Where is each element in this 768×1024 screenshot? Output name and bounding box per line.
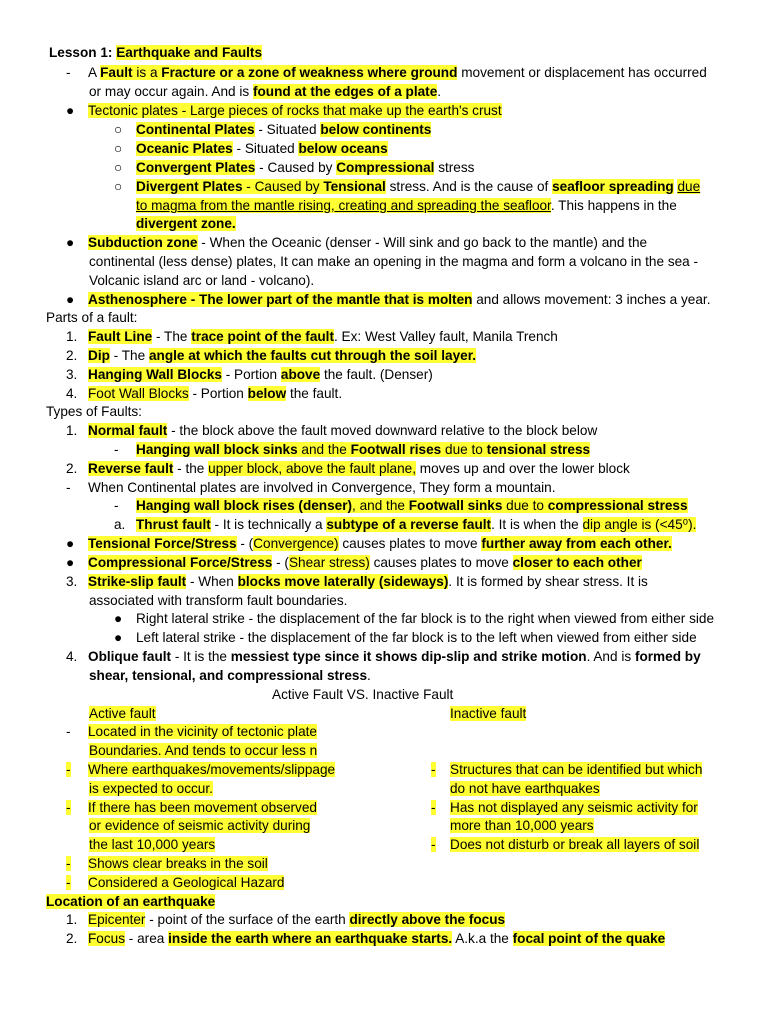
- text-run: Normal fault: [88, 423, 168, 438]
- fault-definition-line-2: [89, 83, 441, 101]
- text-run: A: [88, 65, 101, 80]
- text-run: Volcanic island arc or land - volcano).: [89, 273, 315, 288]
- text-run: Strike-slip fault: [88, 574, 187, 589]
- text-run: - It is technically a: [210, 517, 327, 532]
- text-run: is a: [132, 65, 162, 80]
- text-run: Structures that can be identified but which: [450, 762, 703, 777]
- fault-definition-line: - A Fault is a Fracture or a zone of weakness where ground movement or displacement has occurred: [66, 65, 707, 80]
- active-item-3-line-2: [89, 817, 310, 835]
- text-run: Active Fault VS. Inactive Fault: [272, 687, 454, 702]
- foot-wall-item: 4. Foot Wall Blocks - Portion below the fault.: [66, 386, 343, 401]
- text-run: Divergent Plates: [136, 179, 243, 194]
- text-run: Parts of a fault:: [46, 310, 138, 325]
- reverse-fault-item: 2. Reverse fault - the upper block, above the fault plane, moves up and over the lower block: [66, 461, 630, 476]
- text-run: Inactive fault: [450, 706, 527, 721]
- text-run: compressional stress: [547, 498, 688, 513]
- text-run: Dip: [88, 348, 110, 363]
- active-item-3: - If there has been movement observed: [66, 800, 317, 815]
- text-run: When Continental plates are involved in Convergence, They form a mountain.: [88, 480, 556, 495]
- text-run: - Situated: [254, 122, 321, 137]
- asthenosphere-item: ● Asthenosphere - The lower part of the mantle that is molten and allows movement: 3 inches a year.: [66, 292, 711, 307]
- focus-item: 2. Focus - area inside the earth where an earthquake starts. A.k.a the focal point of the quake: [66, 931, 666, 946]
- text-run: Subduction zone: [88, 235, 198, 250]
- text-run: - Situated: [232, 141, 299, 156]
- line-text: [88, 65, 707, 80]
- text-run: more than 10,000 years: [450, 818, 594, 833]
- text-run: Thrust fault: [136, 517, 211, 532]
- inactive-item-2-line-2: [450, 817, 594, 835]
- text-run: - (: [272, 555, 289, 570]
- text-run: do not have earthquakes: [450, 781, 600, 796]
- text-run: the fault.: [286, 386, 343, 401]
- text-run: directly above the focus: [349, 912, 506, 927]
- text-run: blocks move laterally (sideways): [237, 574, 449, 589]
- normal-fault-subitem: - Hanging wall block sinks and the Footwall rises due to tensional stress: [114, 442, 591, 457]
- text-run: angle at which the faults cut through the soil layer.: [148, 348, 477, 363]
- text-run: above: [280, 367, 321, 382]
- text-run: shear, tensional, and compressional stress: [89, 668, 368, 683]
- text-run: Tectonic plates - Large pieces of rocks that make up the earth's crust: [88, 103, 502, 118]
- text-run: Fault: [100, 65, 133, 80]
- text-run: Shear stress): [288, 555, 370, 570]
- comparison-heading: [272, 686, 453, 704]
- text-run: to magma from the mantle rising, creating and spreading the seafloor: [136, 198, 551, 213]
- text-run: associated with transform fault boundaries.: [89, 593, 348, 608]
- text-run: - Portion: [188, 386, 248, 401]
- location-heading: [46, 893, 215, 911]
- text-run: due: [677, 179, 701, 194]
- inactive-item-3: - Does not disturb or break all layers of soil: [431, 837, 700, 852]
- text-run: upper block, above the fault plane,: [208, 461, 416, 476]
- lesson-title: [49, 44, 262, 62]
- text-run: - The: [109, 348, 149, 363]
- text-run: - When the Oceanic (denser - Will sink and go back to the mantle) and the: [197, 235, 648, 250]
- reverse-fault-subitem: - Hanging wall block rises (denser), and the Footwall sinks due to compressional stress: [114, 498, 688, 513]
- epicenter-item: 1. Epicenter - point of the surface of the earth directly above the focus: [66, 912, 506, 927]
- strike-slip-item: 3. Strike-slip fault - When blocks move laterally (sideways). It is formed by shear stress. It is: [66, 574, 648, 589]
- text-run: Tensional: [323, 179, 386, 194]
- text-run: - It is the: [171, 649, 231, 664]
- divergent-plates-item: ○ Divergent Plates - Caused by Tensional stress. And is the cause of seafloor spreading due: [114, 179, 701, 194]
- oblique-fault-line-2: [89, 667, 371, 685]
- text-run: Oceanic Plates: [136, 141, 233, 156]
- text-run: . And is: [586, 649, 635, 664]
- inactive-item-1-line-2: [450, 780, 600, 798]
- text-run: Located in the vicinity of tectonic plate: [88, 724, 317, 739]
- strike-slip-line-2: [89, 592, 347, 610]
- lesson-title-text: Earthquake and Faults: [116, 45, 263, 60]
- subduction-zone-item: ● Subduction zone - When the Oceanic (denser - Will sink and go back to the mantle) and the: [66, 235, 648, 250]
- text-run: stress: [434, 160, 475, 175]
- text-run: due to: [502, 498, 548, 513]
- dip-item: 2. Dip - The angle at which the faults cut through the soil layer.: [66, 348, 477, 363]
- text-run: - the block above the fault moved downward relative to the block below: [167, 423, 598, 438]
- text-run: Fracture or a zone of weakness where ground: [161, 65, 458, 80]
- text-run: movement or displacement has occurred: [457, 65, 707, 80]
- text-run: closer to each other: [512, 555, 642, 570]
- text-run: Foot Wall Blocks: [88, 386, 189, 401]
- text-run: - When: [186, 574, 238, 589]
- text-run: divergent zone.: [136, 216, 236, 231]
- normal-fault-item: 1. Normal fault - the block above the fault moved downward relative to the block below: [66, 423, 598, 438]
- divergent-plates-line-3: [136, 215, 236, 233]
- subduction-zone-line-3: [89, 272, 314, 290]
- text-run: Convergence): [253, 536, 339, 551]
- text-run: - (: [236, 536, 254, 551]
- text-run: stress. And is the cause of: [385, 179, 553, 194]
- text-run: - The: [152, 329, 192, 344]
- text-run: below: [247, 386, 287, 401]
- active-item-4: - Shows clear breaks in the soil: [66, 856, 268, 871]
- text-run: Does not disturb or break all layers of soil: [450, 837, 700, 852]
- left-lateral-item: ● Left lateral strike - the displacement of the far block is to the left when viewed from either side: [114, 630, 697, 645]
- convergence-note: - When Continental plates are involved in Convergence, They form a mountain.: [66, 480, 556, 495]
- text-run: or may occur again. And is: [89, 84, 253, 99]
- text-run: Hanging wall block sinks: [136, 442, 298, 457]
- active-item-1-line-2: [89, 742, 317, 760]
- active-item-5: - Considered a Geological Hazard: [66, 875, 285, 890]
- text-run: subtype of a reverse fault: [326, 517, 492, 532]
- text-run: Tensional Force/Stress: [88, 536, 237, 551]
- text-run: Focus: [88, 931, 126, 946]
- inactive-fault-title: [450, 705, 526, 723]
- text-run: Hanging Wall Blocks: [88, 367, 222, 382]
- hanging-wall-item: 3. Hanging Wall Blocks - Portion above the fault. (Denser): [66, 367, 433, 382]
- text-run: below continents: [320, 122, 432, 137]
- text-run: . Ex: West Valley fault, Manila Trench: [333, 329, 558, 344]
- inactive-item-1: - Structures that can be identified but which: [431, 762, 703, 777]
- text-run: - point of the surface of the earth: [145, 912, 350, 927]
- text-run: Asthenosphere - The lower part of the mantle that is molten: [88, 292, 473, 307]
- active-item-3-line-3: [89, 836, 215, 854]
- text-run: Compressional Force/Stress: [88, 555, 273, 570]
- text-run: Has not displayed any seismic activity for: [450, 800, 698, 815]
- text-run: . It is formed by shear stress. It is: [448, 574, 648, 589]
- text-run: Epicenter: [88, 912, 146, 927]
- text-run: Hanging wall block rises (denser): [136, 498, 353, 513]
- text-run: Left lateral strike - the displacement of the far block is to the left when viewed from either side: [136, 630, 697, 645]
- text-run: Oblique fault: [88, 649, 172, 664]
- text-run: due to: [441, 442, 487, 457]
- text-run: below oceans: [298, 141, 388, 156]
- text-run: causes plates to move: [338, 536, 482, 551]
- divergent-plates-line-2: [136, 197, 677, 215]
- thrust-fault-item: a. Thrust fault - It is technically a subtype of a reverse fault. It is when the dip angle is (<45⁰).: [114, 517, 697, 532]
- text-run: Boundaries. And tends to occur less n: [89, 743, 318, 758]
- text-run: Footwall rises: [350, 442, 442, 457]
- text-run: further away from each other.: [481, 536, 672, 551]
- text-run: Footwall sinks: [408, 498, 503, 513]
- oblique-fault-item: 4. Oblique fault - It is the messiest type since it shows dip-slip and strike motion. And is formed by: [66, 649, 701, 664]
- text-run: Active fault: [89, 706, 156, 721]
- convergent-plates-item: ○ Convergent Plates - Caused by Compressional stress: [114, 160, 475, 175]
- text-run: the fault. (Denser): [320, 367, 433, 382]
- text-run: Fault Line: [88, 329, 153, 344]
- text-run: Considered a Geological Hazard: [88, 875, 285, 890]
- text-run: continental (less dense) plates, It can make an opening in the magma and form a volcano in the sea -: [89, 254, 699, 269]
- text-run: causes plates to move: [369, 555, 513, 570]
- tectonic-plates-item: ● Tectonic plates - Large pieces of rocks that make up the earth's crust: [66, 103, 502, 118]
- compressional-force-item: ● Compressional Force/Stress - (Shear stress) causes plates to move closer to each other: [66, 555, 642, 570]
- text-run: dip angle is (<45⁰).: [582, 517, 697, 532]
- inactive-item-2: - Has not displayed any seismic activity for: [431, 800, 698, 815]
- text-run: and allows movement: 3 inches a year.: [472, 292, 711, 307]
- text-run: .: [367, 668, 371, 683]
- fault-line-item: 1. Fault Line - The trace point of the fault. Ex: West Valley fault, Manila Trench: [66, 329, 558, 344]
- text-run: If there has been movement observed: [88, 800, 317, 815]
- text-run: Where earthquakes/movements/slippage: [88, 762, 336, 777]
- text-run: tensional stress: [486, 442, 591, 457]
- types-of-faults-heading: [46, 403, 142, 421]
- text-run: Types of Faults:: [46, 404, 142, 419]
- active-item-2: - Where earthquakes/movements/slippage: [66, 762, 336, 777]
- text-run: seafloor spreading: [552, 179, 674, 194]
- text-run: - Caused by: [255, 160, 337, 175]
- text-run: - area: [125, 931, 169, 946]
- text-run: Continental Plates: [136, 122, 255, 137]
- text-run: the last 10,000 years: [89, 837, 216, 852]
- text-run: moves up and over the lower block: [416, 461, 630, 476]
- lesson-prefix: Lesson 1:: [49, 45, 117, 60]
- text-run: messiest type since it shows dip-slip and strike motion: [230, 649, 587, 664]
- oceanic-plates-item: ○ Oceanic Plates - Situated below oceans: [114, 141, 388, 156]
- text-run: or evidence of seismic activity during: [89, 818, 311, 833]
- text-run: - Caused by: [242, 179, 324, 194]
- text-run: Location of an earthquake: [46, 894, 216, 909]
- text-run: Shows clear breaks in the soil: [88, 856, 268, 871]
- text-run: . It is when the: [491, 517, 583, 532]
- text-run: . This happens in the: [550, 198, 677, 213]
- parts-of-fault-heading: [46, 309, 137, 327]
- text-run: Compressional: [336, 160, 435, 175]
- continental-plates-item: ○ Continental Plates - Situated below continents: [114, 122, 432, 137]
- active-fault-title: [89, 705, 156, 723]
- text-run: - Portion: [221, 367, 281, 382]
- text-run: formed by: [634, 649, 701, 664]
- text-run: Convergent Plates: [136, 160, 256, 175]
- tensional-force-item: ● Tensional Force/Stress - (Convergence) causes plates to move further away from each other.: [66, 536, 672, 551]
- text-run: trace point of the fault: [191, 329, 334, 344]
- text-run: Reverse fault: [88, 461, 174, 476]
- subduction-zone-line-2: [89, 253, 698, 271]
- text-run: .: [437, 84, 442, 99]
- text-run: - the: [173, 461, 209, 476]
- text-run: A.k.a the: [452, 931, 513, 946]
- text-run: inside the earth where an earthquake starts.: [168, 931, 453, 946]
- text-run: , and the: [352, 498, 409, 513]
- text-run: is expected to occur.: [89, 781, 213, 796]
- text-run: and the: [297, 442, 351, 457]
- active-item-1: - Located in the vicinity of tectonic plate: [66, 724, 317, 739]
- right-lateral-item: ● Right lateral strike - the displacement of the far block is to the right when viewed from either side: [114, 611, 715, 626]
- active-item-2-line-2: [89, 780, 213, 798]
- text-run: Right lateral strike - the displacement of the far block is to the right when viewed from either side: [136, 611, 715, 626]
- text-run: found at the edges of a plate: [252, 84, 438, 99]
- text-run: focal point of the quake: [512, 931, 666, 946]
